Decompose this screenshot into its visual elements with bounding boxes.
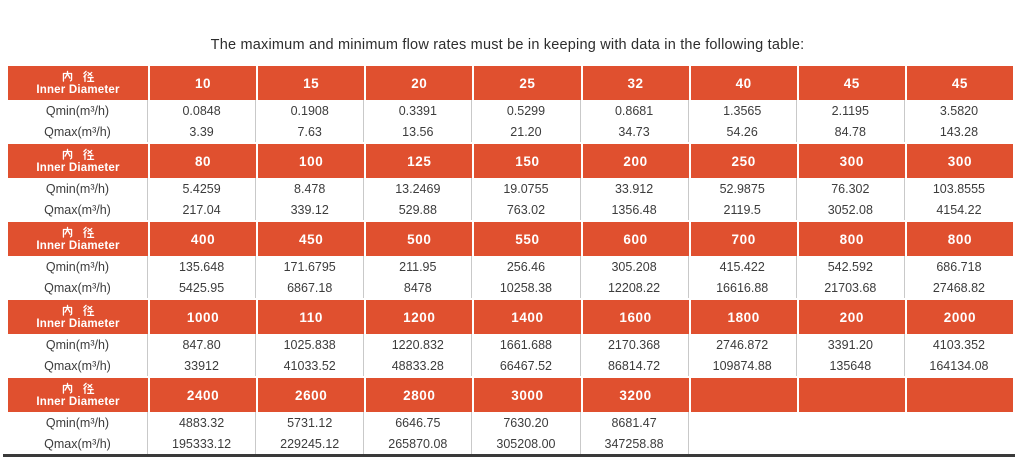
qmax-value-cell: 86814.72: [581, 355, 689, 376]
qmax-value-cell: 164134.08: [929, 358, 989, 373]
qmin-value-cell: 3391.20: [797, 334, 905, 355]
diameter-value-cell: 600: [581, 222, 689, 256]
qmax-value-cell: 229245.12: [256, 433, 364, 454]
qmin-value-cell: 1025.838: [256, 334, 364, 355]
diameter-header-row: [8, 300, 1013, 334]
qmin-row: [8, 412, 1013, 433]
inner-diameter-header-cell: [8, 144, 148, 178]
qmax-value-cell: [689, 433, 797, 454]
diameter-value-cell: 2600: [256, 378, 364, 412]
qmin-row-label: Qmin(m³/h): [8, 334, 148, 355]
diameter-value-cell: 45: [905, 66, 1013, 100]
qmax-value-cell: 84.78: [797, 121, 905, 142]
cjk-char-jing-icon: [82, 148, 95, 161]
inner-diameter-header-cell: [8, 66, 148, 100]
inner-diameter-label: Inner Diameter: [36, 318, 120, 331]
qmin-value-cell: 0.3391: [364, 100, 472, 121]
qmax-row-label: Qmax(m³/h): [8, 355, 148, 376]
diameter-value-cell: 1000: [148, 300, 256, 334]
qmin-value-cell: 2170.368: [581, 334, 689, 355]
qmin-value-cell: 1220.832: [364, 334, 472, 355]
diameter-value-cell: 110: [256, 300, 364, 334]
qmax-row: [8, 277, 1013, 298]
diameter-value-cell: 3200: [581, 378, 689, 412]
qmin-value-cell: 256.46: [472, 256, 580, 277]
qmax-value-cell: 48833.28: [364, 355, 472, 376]
diameter-value-cell: 25: [472, 66, 580, 100]
qmax-value-cell: 265870.08: [364, 433, 472, 454]
inner-diameter-cjk-glyphs: [61, 382, 95, 395]
inner-diameter-header-cell: [8, 378, 148, 412]
qmin-value-cell: 415.422: [689, 256, 797, 277]
qmax-value-cell: [797, 433, 905, 454]
qmin-value-cell: 7630.20: [472, 412, 580, 433]
qmax-value-cell: 27468.82: [932, 280, 985, 295]
qmax-value-cell: 10258.38: [472, 277, 580, 298]
qmin-value-cell: [797, 412, 905, 433]
diameter-value-cell: 32: [581, 66, 689, 100]
diameter-value-cell: 800: [905, 222, 1013, 256]
diameter-value-cell: 300: [905, 144, 1013, 178]
qmin-value-cell: 135.648: [148, 256, 256, 277]
diameter-value-cell: 15: [256, 66, 364, 100]
inner-diameter-cjk-glyphs: [61, 70, 95, 83]
diameter-value-cell: 20: [364, 66, 472, 100]
qmin-row-label: Qmin(m³/h): [8, 100, 148, 121]
cjk-char-nei-icon: [61, 304, 74, 317]
qmax-value-cell: 143.28: [939, 124, 979, 139]
qmax-value-cell: 8478: [364, 277, 472, 298]
diameter-value-cell: 1400: [472, 300, 580, 334]
qmax-value-cell: 195333.12: [148, 433, 256, 454]
qmin-row: [8, 100, 1013, 121]
qmin-value-cell: 33.912: [581, 178, 689, 199]
diameter-value-cell: 2400: [148, 378, 256, 412]
qmin-row: [8, 178, 1013, 199]
cjk-char-jing-icon: [82, 382, 95, 395]
inner-diameter-cjk-glyphs: [61, 148, 95, 161]
diameter-value-cell: 80: [148, 144, 256, 178]
qmax-value-cell: 1356.48: [581, 199, 689, 220]
qmin-value-cell: 542.592: [797, 256, 905, 277]
cjk-char-nei-icon: [61, 382, 74, 395]
table-section: [8, 300, 1013, 376]
qmax-value-cell: [905, 433, 1013, 454]
qmax-value-cell: 6867.18: [256, 277, 364, 298]
qmin-value-cell: 5.4259: [148, 178, 256, 199]
qmax-value-cell: 54.26: [689, 121, 797, 142]
page-title: The maximum and minimum flow rates must be in keeping with data in the following table:: [210, 37, 805, 53]
qmax-value-cell: 7.63: [256, 121, 364, 142]
qmax-value-cell: 305208.00: [472, 433, 580, 454]
qmax-row-label: Qmax(m³/h): [8, 433, 148, 454]
qmax-value-cell: 763.02: [472, 199, 580, 220]
cjk-char-nei-icon: [61, 70, 74, 83]
diameter-header-row: [8, 144, 1013, 178]
cjk-char-jing-icon: [82, 70, 95, 83]
diameter-value-cell: 45: [797, 66, 905, 100]
inner-diameter-cjk-glyphs: [61, 304, 95, 317]
inner-diameter-label: Inner Diameter: [36, 240, 120, 253]
diameter-value-cell: 1200: [364, 300, 472, 334]
qmax-value-cell: 12208.22: [581, 277, 689, 298]
qmin-value-cell: 686.718: [936, 259, 982, 274]
diameter-value-cell: 400: [148, 222, 256, 256]
qmax-row: [8, 355, 1013, 376]
qmin-value-cell: 0.5299: [472, 100, 580, 121]
diameter-header-row: [8, 378, 1013, 412]
diameter-value-cell: 10: [148, 66, 256, 100]
qmax-value-cell: 21703.68: [797, 277, 905, 298]
diameter-value-cell: 150: [472, 144, 580, 178]
qmin-row-label: Qmin(m³/h): [8, 256, 148, 277]
qmax-row-label: Qmax(m³/h): [8, 121, 148, 142]
qmax-row: [8, 199, 1013, 220]
diameter-value-cell: [689, 378, 797, 412]
qmin-value-cell: 6646.75: [364, 412, 472, 433]
qmax-row: [8, 433, 1013, 454]
qmin-value-cell: 103.8555: [932, 181, 985, 196]
diameter-value-cell: 125: [364, 144, 472, 178]
diameter-value-cell: 800: [797, 222, 905, 256]
diameter-header-row: [8, 66, 1013, 100]
cjk-char-nei-icon: [61, 226, 74, 239]
qmax-value-cell: 34.73: [581, 121, 689, 142]
qmin-value-cell: 3.5820: [939, 103, 979, 118]
qmin-value-cell: 2746.872: [689, 334, 797, 355]
qmax-value-cell: 41033.52: [256, 355, 364, 376]
qmin-value-cell: 8681.47: [581, 412, 689, 433]
qmax-value-cell: 21.20: [472, 121, 580, 142]
inner-diameter-header-cell: [8, 300, 148, 334]
qmin-row: [8, 256, 1013, 277]
qmin-value-cell: 305.208: [581, 256, 689, 277]
diameter-value-cell: 250: [689, 144, 797, 178]
diameter-value-cell: 1600: [581, 300, 689, 334]
qmin-value-cell: 0.8681: [581, 100, 689, 121]
qmax-value-cell: 3052.08: [797, 199, 905, 220]
qmax-row: [8, 121, 1013, 142]
qmin-value-cell: 171.6795: [256, 256, 364, 277]
qmin-value-cell: 19.0755: [472, 178, 580, 199]
qmax-value-cell: 16616.88: [689, 277, 797, 298]
qmin-row: [8, 334, 1013, 355]
qmin-row-label: Qmin(m³/h): [8, 178, 148, 199]
qmin-value-cell: 2.1195: [797, 100, 905, 121]
diameter-value-cell: 1800: [689, 300, 797, 334]
qmax-value-cell: 13.56: [364, 121, 472, 142]
diameter-value-cell: 450: [256, 222, 364, 256]
inner-diameter-label: Inner Diameter: [36, 84, 120, 97]
cjk-char-jing-icon: [82, 226, 95, 239]
qmax-value-cell: 339.12: [256, 199, 364, 220]
table-section: [8, 66, 1013, 142]
qmax-value-cell: 347258.88: [581, 433, 689, 454]
qmax-value-cell: 2119.5: [689, 199, 797, 220]
table-section: [8, 378, 1013, 454]
qmin-value-cell: [905, 412, 1013, 433]
table-bottom-rule: [3, 454, 1015, 457]
qmin-value-cell: 8.478: [256, 178, 364, 199]
diameter-value-cell: 200: [797, 300, 905, 334]
qmax-value-cell: 33912: [148, 355, 256, 376]
table-section: [8, 222, 1013, 298]
qmin-value-cell: 13.2469: [364, 178, 472, 199]
qmin-value-cell: 52.9875: [689, 178, 797, 199]
diameter-value-cell: 3000: [472, 378, 580, 412]
inner-diameter-label: Inner Diameter: [36, 396, 120, 409]
qmax-value-cell: 4154.22: [936, 202, 982, 217]
qmax-row-label: Qmax(m³/h): [8, 277, 148, 298]
inner-diameter-cjk-glyphs: [61, 226, 95, 239]
qmin-value-cell: 76.302: [797, 178, 905, 199]
cjk-char-jing-icon: [82, 304, 95, 317]
diameter-value-cell: [797, 378, 905, 412]
qmax-value-cell: 3.39: [148, 121, 256, 142]
qmin-value-cell: 211.95: [364, 256, 472, 277]
diameter-header-row: [8, 222, 1013, 256]
qmax-value-cell: 217.04: [148, 199, 256, 220]
inner-diameter-label: Inner Diameter: [36, 162, 120, 175]
diameter-value-cell: [905, 378, 1013, 412]
qmax-value-cell: 135648: [797, 355, 905, 376]
diameter-value-cell: 200: [581, 144, 689, 178]
qmin-value-cell: 4103.352: [932, 337, 985, 352]
table-section: [8, 144, 1013, 220]
diameter-value-cell: 550: [472, 222, 580, 256]
inner-diameter-header-cell: [8, 222, 148, 256]
diameter-value-cell: 500: [364, 222, 472, 256]
diameter-value-cell: 2800: [364, 378, 472, 412]
diameter-value-cell: 100: [256, 144, 364, 178]
qmax-value-cell: 66467.52: [472, 355, 580, 376]
qmin-value-cell: 1.3565: [689, 100, 797, 121]
qmin-value-cell: 1661.688: [472, 334, 580, 355]
qmax-row-label: Qmax(m³/h): [8, 199, 148, 220]
qmax-value-cell: 5425.95: [148, 277, 256, 298]
cjk-char-nei-icon: [61, 148, 74, 161]
qmin-value-cell: 4883.32: [148, 412, 256, 433]
qmin-value-cell: [689, 412, 797, 433]
qmin-row-label: Qmin(m³/h): [8, 412, 148, 433]
qmin-value-cell: 0.0848: [148, 100, 256, 121]
qmin-value-cell: 847.80: [148, 334, 256, 355]
diameter-value-cell: 2000: [905, 300, 1013, 334]
diameter-value-cell: 700: [689, 222, 797, 256]
qmax-value-cell: 529.88: [364, 199, 472, 220]
qmin-value-cell: 0.1908: [256, 100, 364, 121]
qmax-value-cell: 109874.88: [689, 355, 797, 376]
flow-table: [8, 66, 1013, 457]
diameter-value-cell: 300: [797, 144, 905, 178]
diameter-value-cell: 40: [689, 66, 797, 100]
qmin-value-cell: 5731.12: [256, 412, 364, 433]
